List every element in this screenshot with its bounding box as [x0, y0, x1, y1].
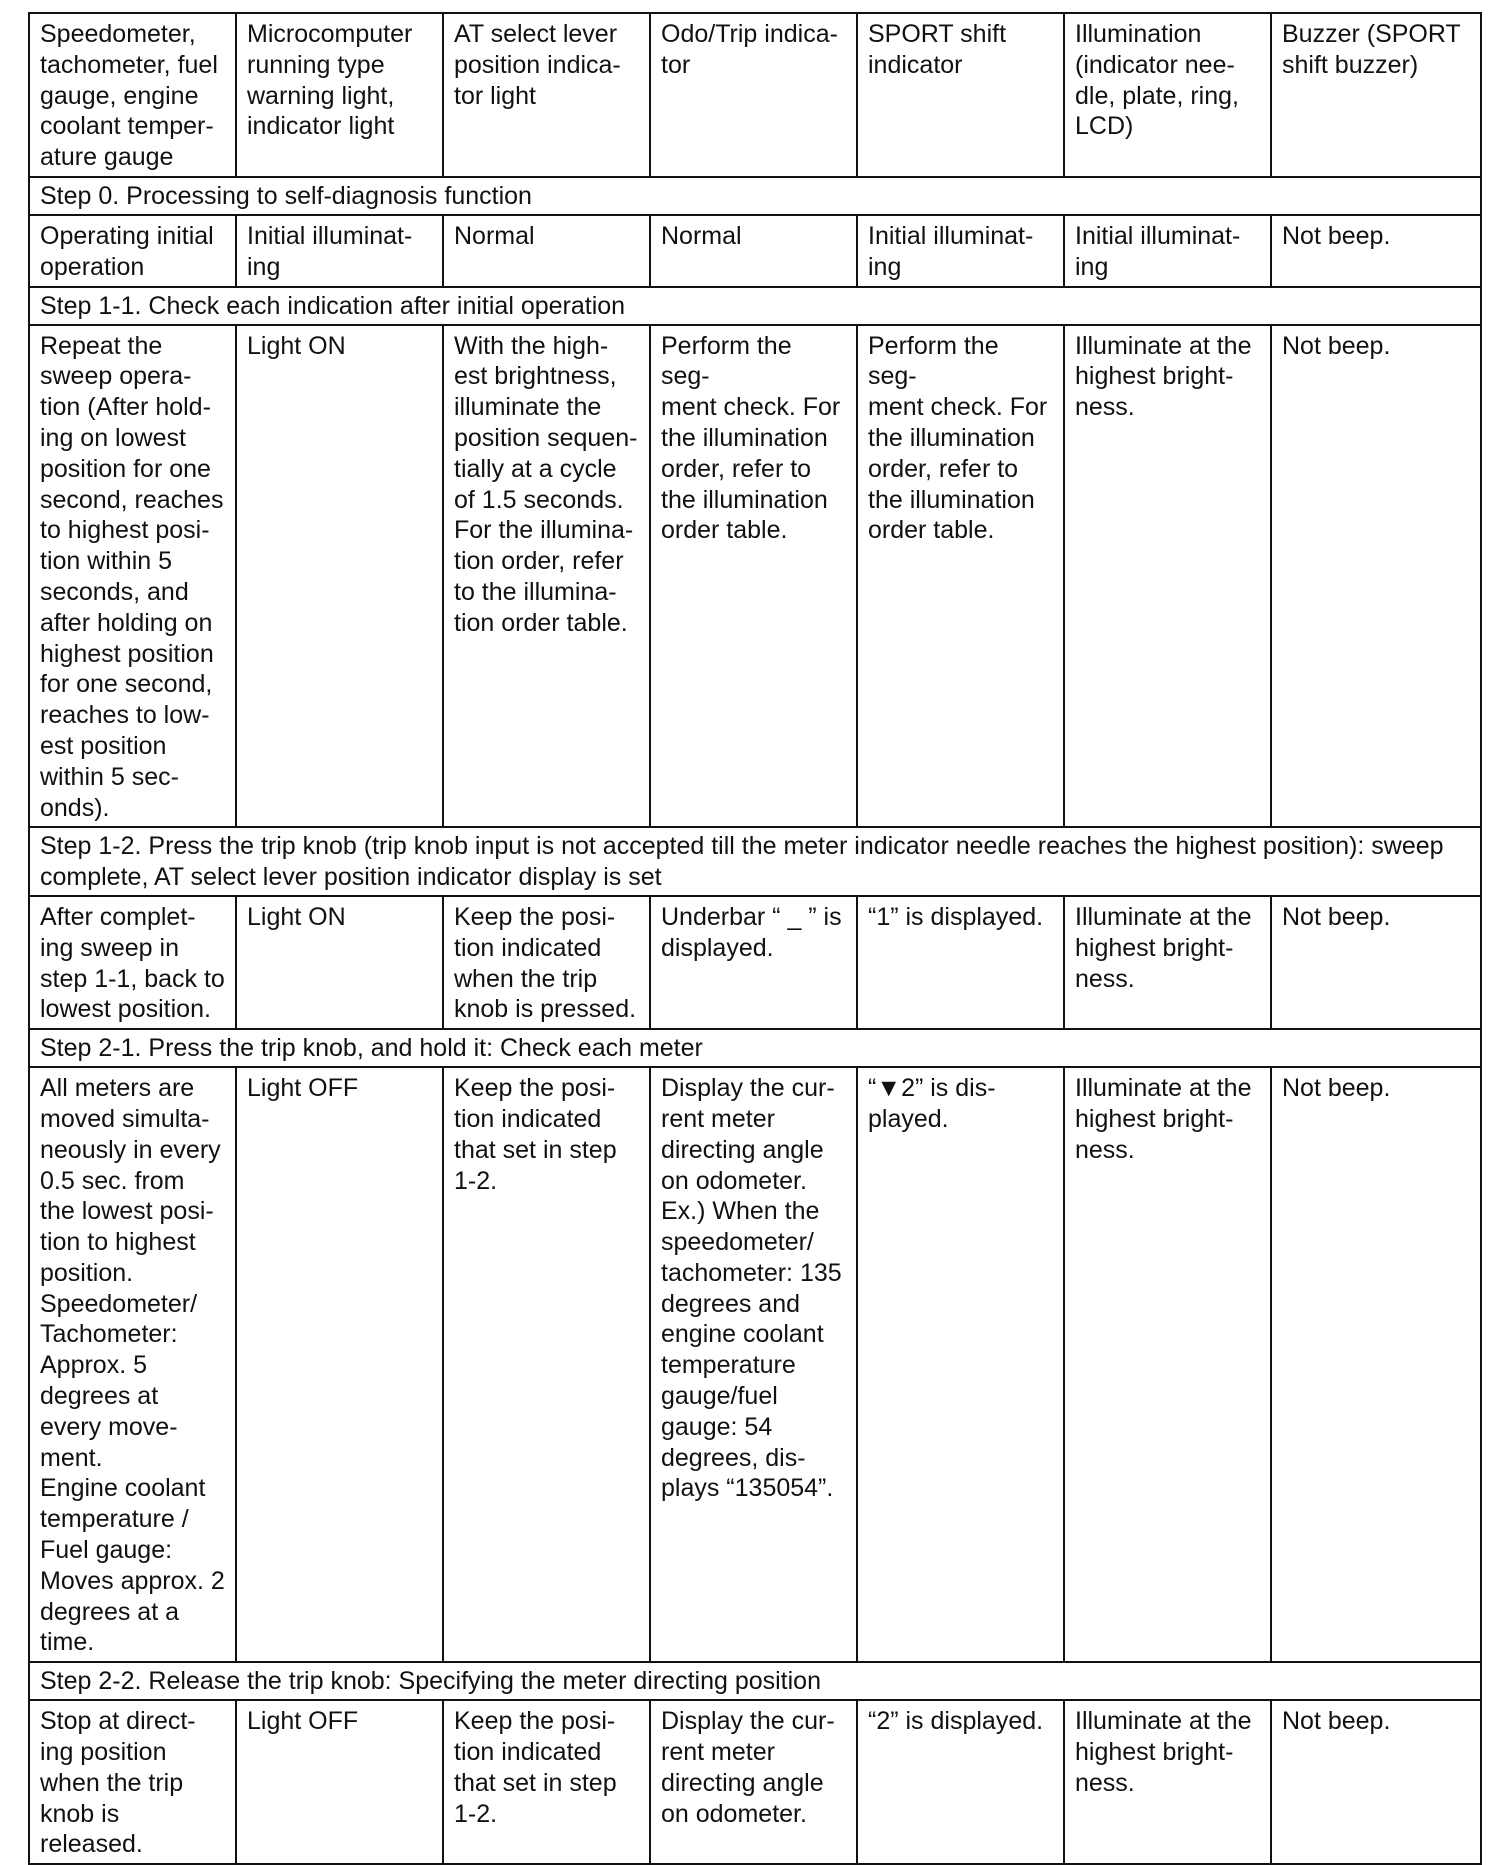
- table-cell: All meters are moved simulta- neously in every 0.5 sec. from the lowest posi- tion to highest position. Speedometer/ Tachometer: Approx. 5 degrees at every move- ment. Engine coolant temperature / Fuel gauge: Moves approx. 2 degrees at a time.: [29, 1067, 236, 1662]
- table-cell: Not beep.: [1271, 1067, 1481, 1662]
- table-cell: Initial illuminat- ing: [857, 215, 1064, 287]
- step-row: [29, 177, 1481, 215]
- header-cell-speedometer: Speedometer, tachometer, fuel gauge, engine coolant temper- ature gauge: [29, 13, 236, 177]
- table-cell: Initial illuminat- ing: [236, 215, 443, 287]
- table-row: [29, 325, 1481, 828]
- step-title-0: Step 0. Processing to self-diagnosis function: [29, 177, 1481, 215]
- header-cell-buzzer: Buzzer (SPORT shift buzzer): [1271, 13, 1481, 177]
- header-row: [29, 13, 1481, 177]
- table-cell: Display the cur- rent meter directing angle on odometer.: [650, 1700, 857, 1864]
- table-cell: Underbar “ _ ” is displayed.: [650, 896, 857, 1029]
- table-cell: Normal: [650, 215, 857, 287]
- table-cell: Stop at direct- ing position when the trip knob is released.: [29, 1700, 236, 1864]
- step-title-1-1: Step 1-1. Check each indication after initial operation: [29, 287, 1481, 325]
- table-cell: Illuminate at the highest bright- ness.: [1064, 896, 1271, 1029]
- table-cell: Perform the seg- ment check. For the illumination order, refer to the illumination order table.: [857, 325, 1064, 828]
- table-cell: Light OFF: [236, 1700, 443, 1864]
- table-cell: Light ON: [236, 325, 443, 828]
- table-cell: Illuminate at the highest bright- ness.: [1064, 1067, 1271, 1662]
- table-row: [29, 1700, 1481, 1864]
- step-title-1-2: Step 1-2. Press the trip knob (trip knob input is not accepted till the meter indicator needle reaches the highest position): sweep complete, AT select lever position indicator display is set: [29, 827, 1481, 896]
- table-cell: Illuminate at the highest bright- ness.: [1064, 1700, 1271, 1864]
- table-cell: Light OFF: [236, 1067, 443, 1662]
- table-cell: “1” is displayed.: [857, 896, 1064, 1029]
- step-row: [29, 1029, 1481, 1067]
- header-cell-sport-shift: SPORT shift indicator: [857, 13, 1064, 177]
- table-cell: Keep the posi- tion indicated when the trip knob is pressed.: [443, 896, 650, 1029]
- table-cell: Not beep.: [1271, 1700, 1481, 1864]
- step-title-2-2: Step 2-2. Release the trip knob: Specifying the meter directing position: [29, 1662, 1481, 1700]
- table-cell: With the high- est brightness, illuminate the position sequen- tially at a cycle of 1.5 seconds. For the illumina- tion order, refer to the illumina- tion order table.: [443, 325, 650, 828]
- table-cell: “▼2” is dis- played.: [857, 1067, 1064, 1662]
- table-cell: “2” is displayed.: [857, 1700, 1064, 1864]
- table-cell: Not beep.: [1271, 325, 1481, 828]
- header-cell-illumination: Illumination (indicator nee- dle, plate, ring, LCD): [1064, 13, 1271, 177]
- header-cell-at-select-lever: AT select lever position indica- tor light: [443, 13, 650, 177]
- step-row: [29, 827, 1481, 896]
- table-cell: Light ON: [236, 896, 443, 1029]
- table-cell: Normal: [443, 215, 650, 287]
- self-diagnosis-table: [28, 12, 1482, 1865]
- step-title-2-1: Step 2-1. Press the trip knob, and hold it: Check each meter: [29, 1029, 1481, 1067]
- table-cell: Repeat the sweep opera- tion (After hold- ing on lowest position for one second, reaches to highest posi- tion within 5 seconds, and after holding on highest position for one second, reaches to low- est position within 5 sec- onds).: [29, 325, 236, 828]
- table-row: [29, 896, 1481, 1029]
- table-row: [29, 1067, 1481, 1662]
- step-row: [29, 287, 1481, 325]
- table-cell: Initial illuminat- ing: [1064, 215, 1271, 287]
- table-cell: Keep the posi- tion indicated that set in step 1-2.: [443, 1700, 650, 1864]
- table-cell: Perform the seg- ment check. For the illumination order, refer to the illumination order table.: [650, 325, 857, 828]
- header-cell-warning-light: Microcomputer running type warning light, indicator light: [236, 13, 443, 177]
- header-cell-odo-trip: Odo/Trip indica- tor: [650, 13, 857, 177]
- table-cell: Operating initial operation: [29, 215, 236, 287]
- self-diagnosis-table-page: [28, 12, 1480, 1865]
- table-cell: Not beep.: [1271, 215, 1481, 287]
- table-row: [29, 215, 1481, 287]
- table-cell: Illuminate at the highest bright- ness.: [1064, 325, 1271, 828]
- table-cell: Keep the posi- tion indicated that set in step 1-2.: [443, 1067, 650, 1662]
- step-row: [29, 1662, 1481, 1700]
- table-cell: Display the cur- rent meter directing angle on odometer. Ex.) When the speedometer/ tachometer: 135 degrees and engine coolant temperature gauge/fuel gauge: 54 degrees, dis- plays “135054”.: [650, 1067, 857, 1662]
- table-cell: After complet- ing sweep in step 1-1, back to lowest position.: [29, 896, 236, 1029]
- table-cell: Not beep.: [1271, 896, 1481, 1029]
